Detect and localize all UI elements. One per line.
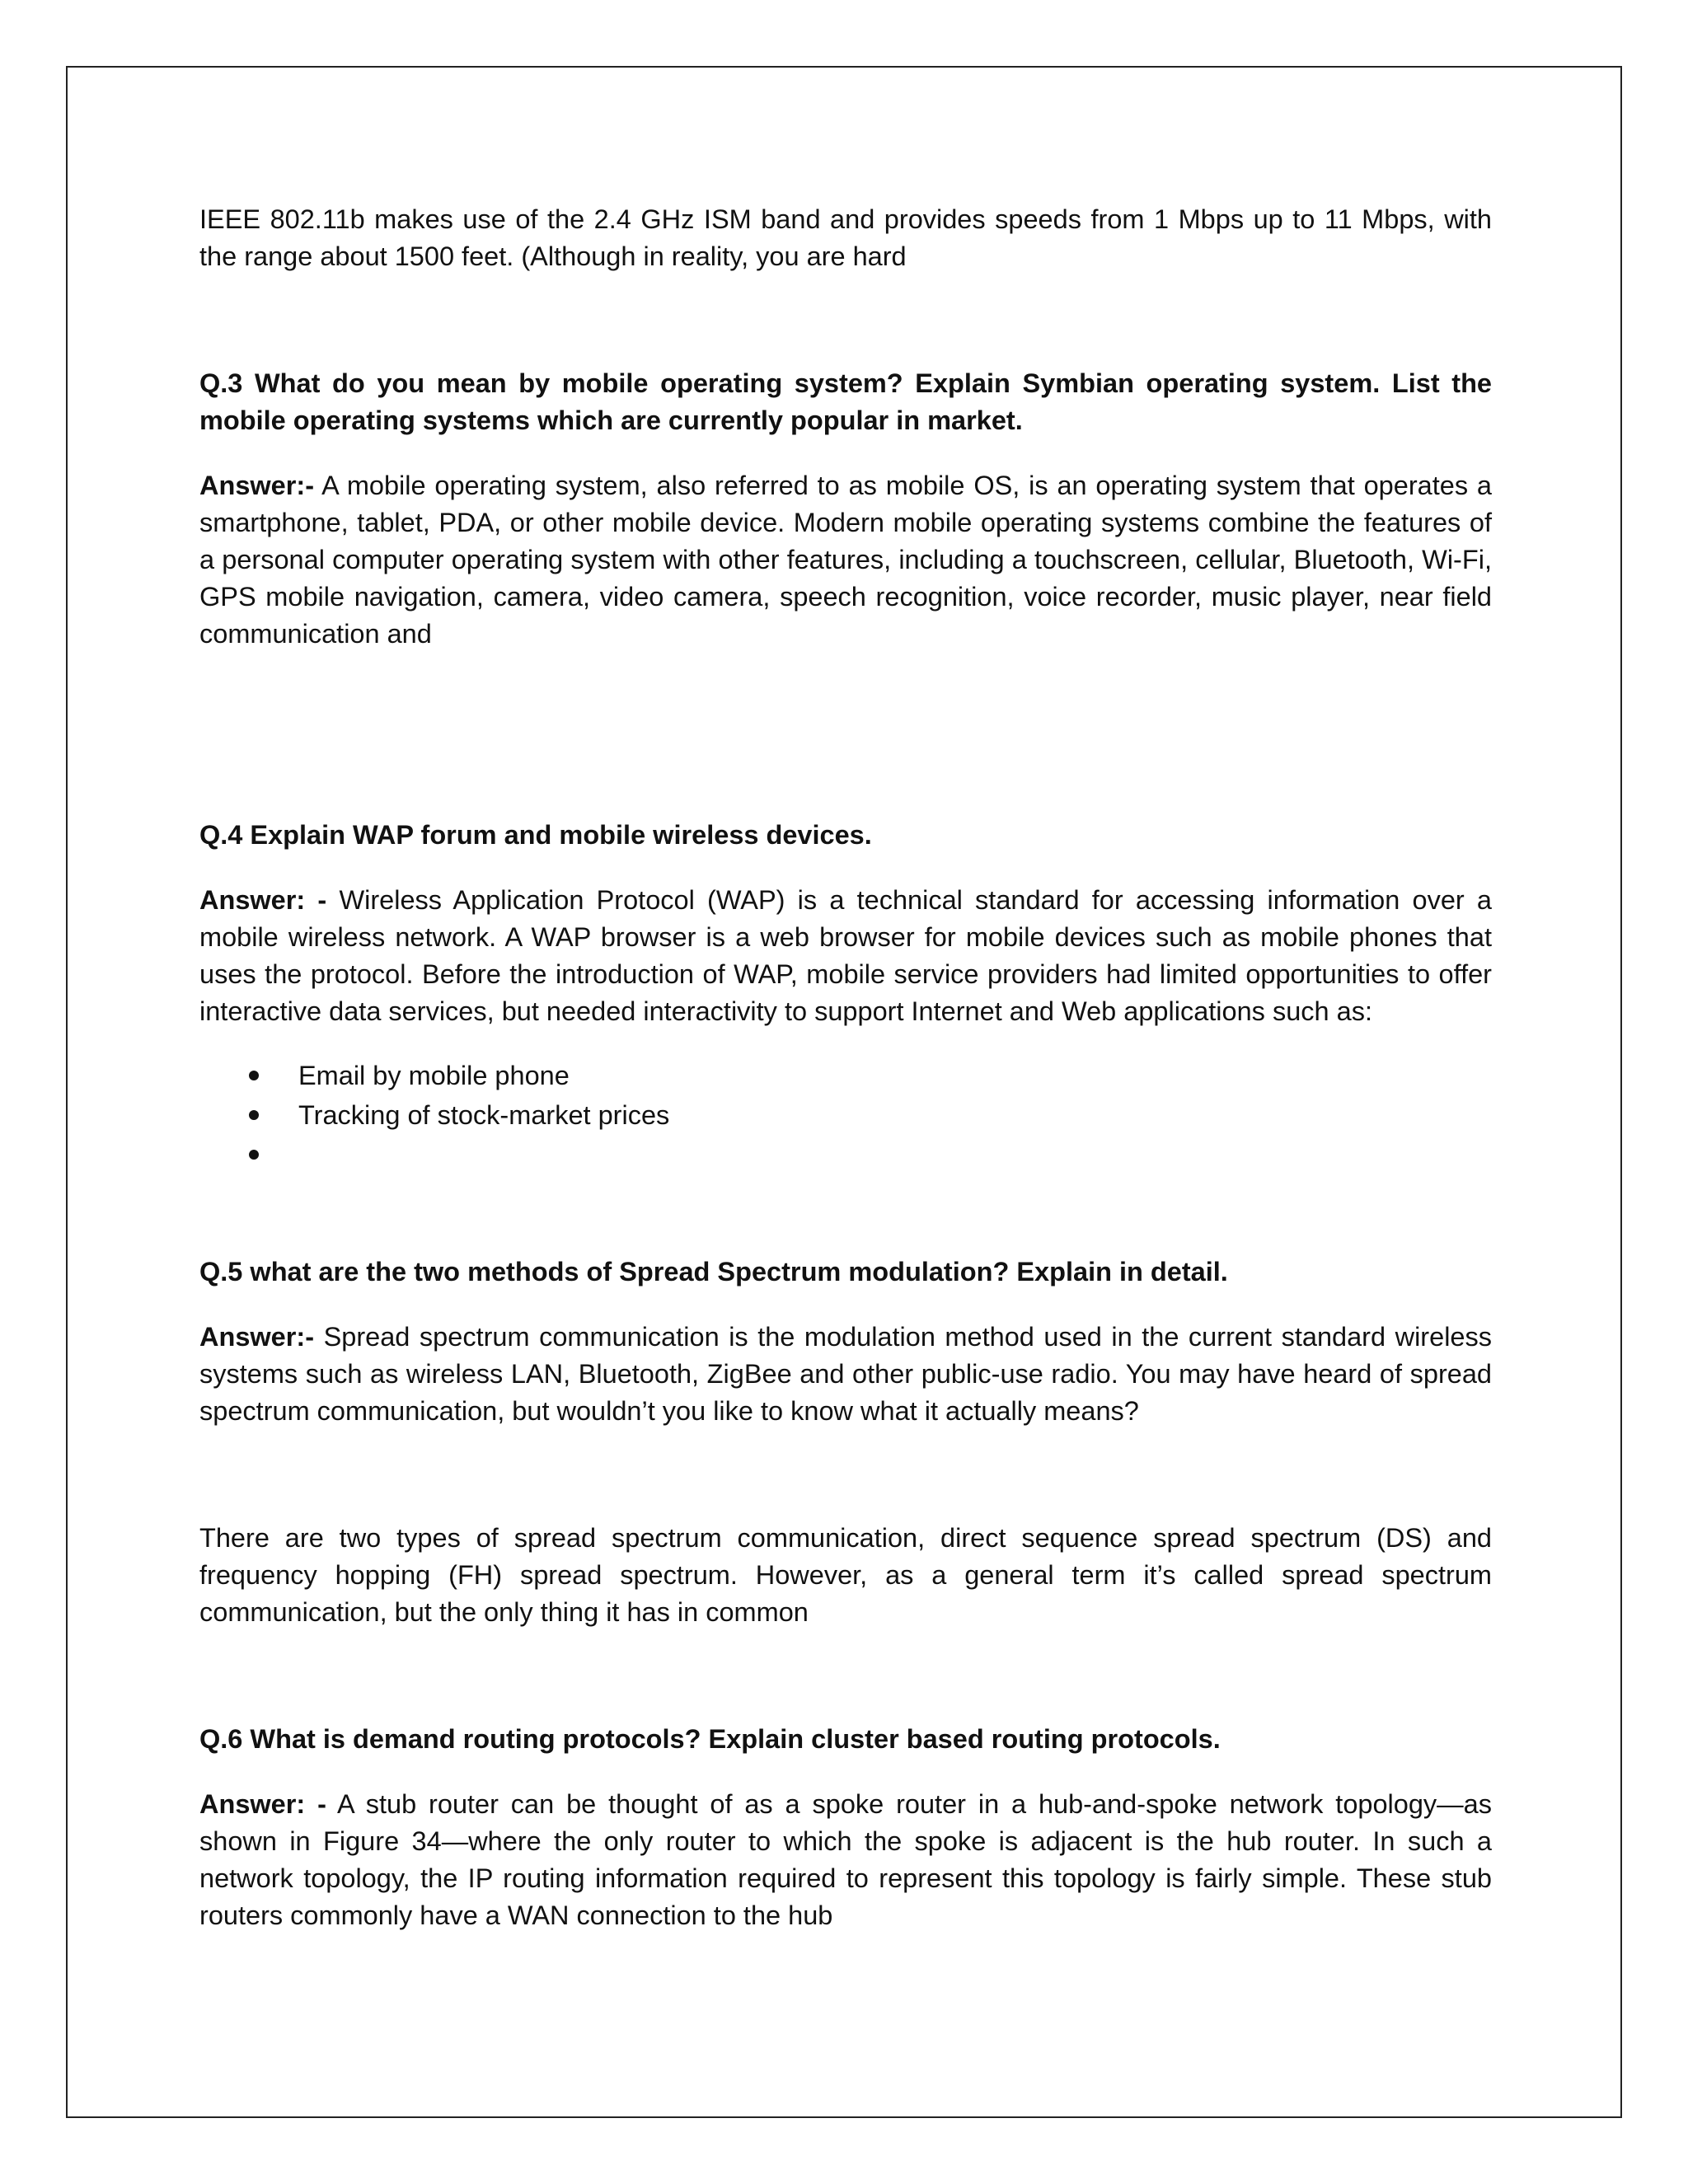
question-6-heading: Q.6 What is demand routing protocols? Explain cluster based routing protocols. xyxy=(199,1724,1221,1754)
question-3-heading: Q.3 What do you mean by mobile operating system? Explain Symbian operating system. List the mobile operating systems which are currently popular in market. xyxy=(199,368,1492,435)
answer-text: A stub router can be thought of as a spoke router in a hub-and-spoke network topology—as shown in Figure 34—where the only router to which the spoke is adjacent is the hub router. In such a network topology, the IP routing information required to represent this topology is fairly simple. These stub routers commonly have a WAN connection to the hub xyxy=(199,1789,1492,1930)
answer-text: A mobile operating system, also referred to as mobile OS, is an operating system that operates a smartphone, tablet, PDA, or other mobile device. Modern mobile operating systems combine the features of a personal computer operating system with other features, including a touchscreen, cellular, Bluetooth, Wi-Fi, GPS mobile navigation, camera, video camera, speech recognition, voice recorder, music player, near field communication and xyxy=(199,471,1492,649)
answer-label: Answer:- xyxy=(199,1322,315,1352)
bullet-icon xyxy=(249,1150,259,1160)
question-5-heading: Q.5 what are the two methods of Spread Spectrum modulation? Explain in detail. xyxy=(199,1257,1228,1286)
question-4-answer xyxy=(199,882,1492,1030)
list-item: Email by mobile phone xyxy=(199,1056,1492,1095)
question-5-answer xyxy=(199,1319,1492,1430)
answer-label: Answer: - xyxy=(199,1789,326,1819)
answer-label: Answer: - xyxy=(199,885,327,915)
answer-label: Answer:- xyxy=(199,471,315,500)
bullet-icon xyxy=(249,1110,259,1120)
question-3-answer xyxy=(199,467,1492,653)
answer-text: Wireless Application Protocol (WAP) is a technical standard for accessing information over a mobile wireless network. A WAP browser is a web browser for mobile devices such as mobile phones that uses the protocol. Before the introduction of WAP, mobile service providers had limited opportunities to offer interactive data services, but needed interactivity to support Internet and Web applications such as: xyxy=(199,885,1492,1026)
bullet-icon xyxy=(249,1071,259,1080)
question-5-paragraph-2: There are two types of spread spectrum communication, direct sequence spread spectrum (DS) and frequency hopping (FH) spread spectrum. However, as a general term it’s called spread spectrum communication, but the only thing it has in common xyxy=(199,1523,1492,1627)
answer-text: Spread spectrum communication is the modulation method used in the current standard wireless systems such as wireless LAN, Bluetooth, ZigBee and other public-use radio. You may have heard of spread spectrum communication, but wouldn’t you like to know what it actually means? xyxy=(199,1322,1492,1426)
intro-paragraph: IEEE 802.11b makes use of the 2.4 GHz ISM band and provides speeds from 1 Mbps up to 11 Mbps, with the range about 1500 feet. (Although in reality, you are hard xyxy=(199,204,1492,271)
list-item xyxy=(199,1135,1492,1174)
list-item: Tracking of stock-market prices xyxy=(199,1095,1492,1135)
question-4-heading: Q.4 Explain WAP forum and mobile wireless devices. xyxy=(199,820,872,850)
question-6-answer xyxy=(199,1786,1492,1934)
document-body xyxy=(199,201,1492,1934)
question-4-bullet-list xyxy=(199,1056,1492,1174)
